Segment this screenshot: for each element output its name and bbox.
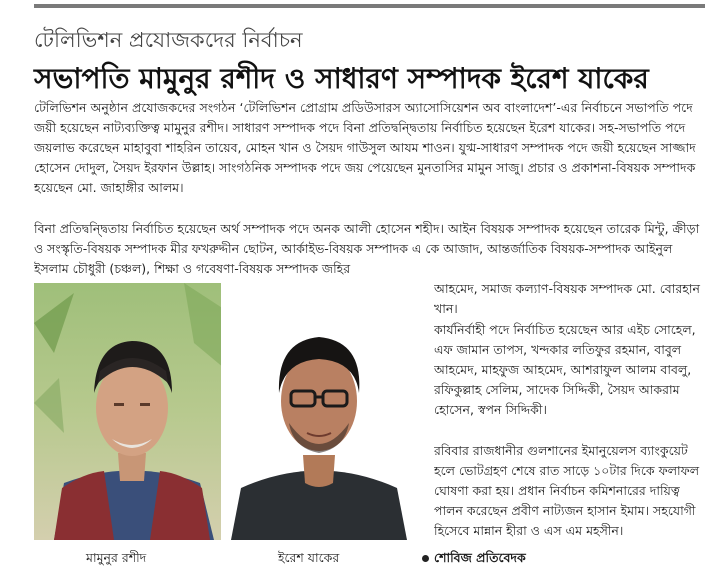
byline-text: শোবিজ প্রতিবেদক	[434, 550, 526, 565]
portrait-illustration-2	[221, 283, 417, 540]
paragraph-2: বিনা প্রতিদ্বন্দ্বিতায় নির্বাচিত হয়েছেন অর্থ সম্পাদক পদে অনক আলী হোসেন শহীদ। আইন বিষয়ক সম্পাদক হয়েছেন তারেক মিন্টু, ক্রীড়া ও সংস্কৃতি-বিষয়ক সম্পাদক মীর ফখরুদ্দীন ছোটন, আর্কাইভ-বিষয়ক সম্পাদক এ কে আজাদ, আন্তর্জাতিক বিষয়ক-সম্পাদক আইনুল ইসলাম চৌধুরী (চঞ্চল), শিক্ষা ও গবেষণা-বিষয়ক সম্পাদক জহির	[34, 221, 700, 276]
paragraph-1: টেলিভিশন অনুষ্ঠান প্রযোজকদের সংগঠন ‘টেলিভিশন প্রোগ্রাম প্রডিউসারস অ্যাসোসিয়েশন অব বাংলাদেশ’-এর নির্বাচনে সভাপতি পদে জয়ী হয়েছেন নাট্যব্যক্তিত্ব মামুনুর রশীদ। সাধারণ সম্পাদক পদে বিনা প্রতিদ্বন্দ্বিতায় নির্বাচিত হয়েছেন ইরেশ যাকের। সহ-সভাপতি পদে জয়লাভ করেছেন মাহাবুবা শাহরিন তায়েব, মোহন খান ও সৈয়দ গাউসুল আযম শাওন। যুগ্ম-সাধারণ সম্পাদক পদে জয়ী হয়েছেন সাজ্জাদ হোসেন দোদুল, সৈয়দ ইরফান উল্লাহ। সাংগঠনিক সম্পাদক পদে জয় পেয়েছেন মুনতাসির মামুন সাজু। প্রচার ও প্রকাশনা-বিষয়ক সম্পাদক হয়েছেন মো. জাহাঙ্গীর আলম।	[34, 100, 696, 195]
photo-caption-2: ইরেশ যাকের	[278, 550, 340, 565]
bullet-icon	[422, 555, 429, 562]
photo-caption-1: মামুনুর রশীদ	[86, 550, 147, 565]
paragraph-4: রবিবার রাজধানীর গুলশানের ইমানুয়েলস ব্যাংকুয়েট হলে ভোটগ্রহণ শেষে রাত সাড়ে ১০টার দিকে ফলাফল ঘোষণা করা হয়। প্রধান নির্বাচন কমিশনারের দায়িত্ব পালন করেছেন প্রবীণ নাট্যজন হাসান ইমাম। সহযোগী হিসেবে মান্নান হীরা ও এস এম মহসীন।	[434, 443, 700, 538]
byline	[422, 548, 526, 568]
paragraph-2-continued: আহমেদ, সমাজ কল্যাণ-বিষয়ক সম্পাদক মো. বোরহান খান।	[434, 281, 700, 316]
photo-mamunur-rashid	[34, 283, 230, 540]
portrait-illustration-1	[34, 283, 230, 540]
article-headline: সভাপতি মামুনুর রশীদ ও সাধারণ সম্পাদক ইরেশ যাকের	[34, 62, 649, 95]
paragraph-3: কার্যনির্বাহী পদে নির্বাচিত হয়েছেন আর এইচ সোহেল, এফ জামান তাপস, খন্দকার লতিফুর রহমান, বাবুল আহমেদ, মাহফুজ আহমেদ, আশরাফুল আলম বাবলু, রফিকুল্লাহ সেলিম, সাদেক সিদ্দিকী, সৈয়দ আকরাম হোসেন, স্বপন সিদ্দিকী।	[434, 322, 696, 417]
article-kicker: টেলিভিশন প্রযোজকদের নির্বাচন	[34, 28, 303, 52]
photo-iresh-zaker	[221, 283, 417, 540]
top-rule	[34, 4, 705, 8]
